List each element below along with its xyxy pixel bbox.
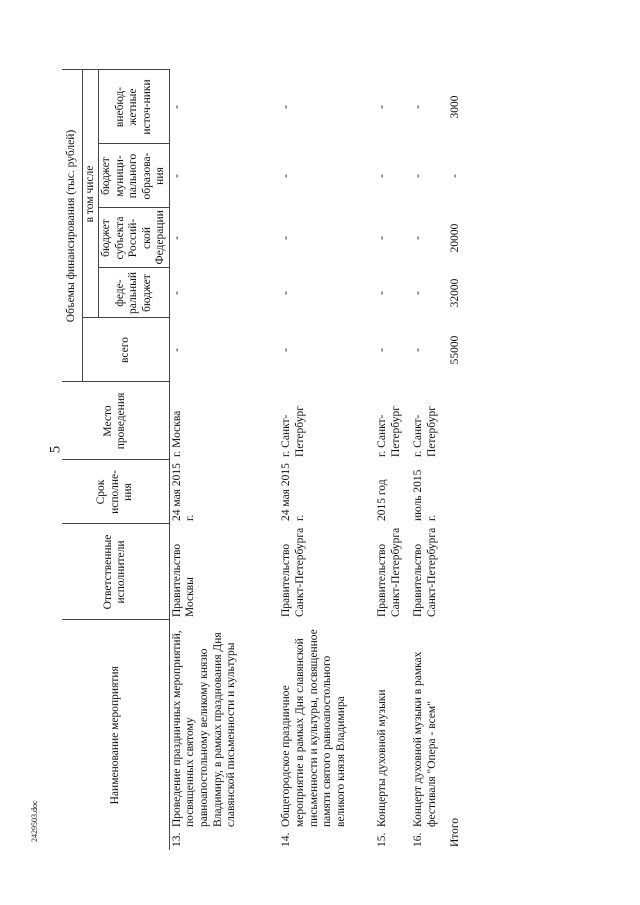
row-number: 13. [170, 832, 183, 847]
extrabudget-cell: - [280, 105, 293, 109]
header-funding: Объемы финансирования (тыс. рублей) [62, 70, 82, 382]
event-name: Проведение праздничных мероприятий, посвященных святому равноапостольному великому князю Владимиру, в рамках празднования Дня славянской письменности и культуры [170, 630, 238, 827]
place-cell: г. Москва [170, 410, 183, 457]
event-name: Общегородское праздничное мероприятие в рамках Дня славянской письменности и культуры, посвященное памяти святого равноапостольного великого князя Владимира [280, 629, 347, 827]
totals-empty [447, 460, 464, 524]
table-row [375, 70, 411, 850]
total-cell: - [280, 348, 293, 352]
totals-empty [447, 524, 464, 620]
federal-cell: - [170, 291, 183, 295]
executors-cell: Правительство Санкт-Петербурга [376, 527, 402, 617]
term-cell: июль 2015 г. [412, 469, 438, 521]
total-cell: - [376, 348, 389, 352]
term-cell: 2015 год [376, 479, 389, 521]
term-cell: 24 мая 2015 г. [170, 463, 197, 521]
regional-cell: - [170, 236, 183, 240]
totals-empty [447, 382, 464, 460]
place-cell: г. Санкт-Петербург [412, 406, 438, 457]
row-number: 16. [412, 832, 425, 847]
regional-cell: - [412, 236, 425, 240]
header-including: в том числе [82, 70, 99, 318]
extrabudget-cell: - [376, 105, 389, 109]
municipal-cell: - [376, 174, 389, 178]
totals-municipal: - [449, 174, 462, 178]
event-name: Концерт духовной музыки в рамках фестиваля "Опера - всем" [412, 651, 438, 827]
regional-cell: - [280, 236, 293, 240]
place-cell: г. Санкт-Петербург [376, 406, 402, 457]
municipal-cell: - [280, 174, 293, 178]
regional-cell: - [376, 236, 389, 240]
totals-label: Итого [449, 817, 462, 847]
federal-cell: - [280, 291, 293, 295]
header-extrabudget: внебюд-жетные источ-ники [99, 70, 170, 144]
federal-cell: - [412, 291, 425, 295]
header-federal: феде-ральный бюджет [99, 268, 170, 318]
event-name: Концерты духовной музыки [376, 689, 389, 827]
header-term: Срок исполне-ния [62, 460, 169, 524]
executors-cell: Правительство Москвы [170, 543, 197, 617]
row-number: 15. [376, 832, 389, 847]
row-number: 14. [280, 832, 293, 847]
extrabudget-cell: - [412, 105, 425, 109]
header-name: Наименование мероприятия [62, 620, 169, 850]
funding-table-rotated [62, 70, 599, 850]
executors-cell: Правительство Санкт-Петербурга [412, 527, 438, 617]
page-number: 5 [47, 445, 64, 454]
header-executors: Ответственные исполнители [62, 524, 169, 620]
place-cell: г. Санкт-Петербург [280, 406, 306, 457]
table-row [411, 70, 447, 850]
term-cell: 24 мая 2015 г. [280, 463, 306, 521]
totals-federal: 32000 [449, 278, 462, 308]
table-row [279, 70, 375, 850]
totals-regional: 20000 [449, 223, 462, 253]
municipal-cell: - [412, 174, 425, 178]
executors-cell: Правительство Санкт-Петербурга [280, 527, 306, 617]
total-cell: - [170, 348, 183, 352]
header-regional: бюджет субъекта Россий-ской Федерации [99, 208, 170, 268]
municipal-cell: - [170, 174, 183, 178]
document-id-text: 2429503.doc [30, 800, 39, 842]
totals-row [447, 70, 464, 850]
header-place: Место проведения [62, 382, 169, 460]
funding-table [62, 69, 464, 850]
federal-cell: - [376, 291, 389, 295]
header-municipal: бюджет муници-пального образова-ния [99, 144, 170, 208]
header-total: всего [82, 318, 169, 382]
totals-total: 55000 [449, 335, 462, 365]
total-cell: - [412, 348, 425, 352]
extrabudget-cell: - [170, 105, 183, 109]
table-row [169, 70, 279, 850]
totals-extrabudget: 3000 [449, 95, 462, 119]
